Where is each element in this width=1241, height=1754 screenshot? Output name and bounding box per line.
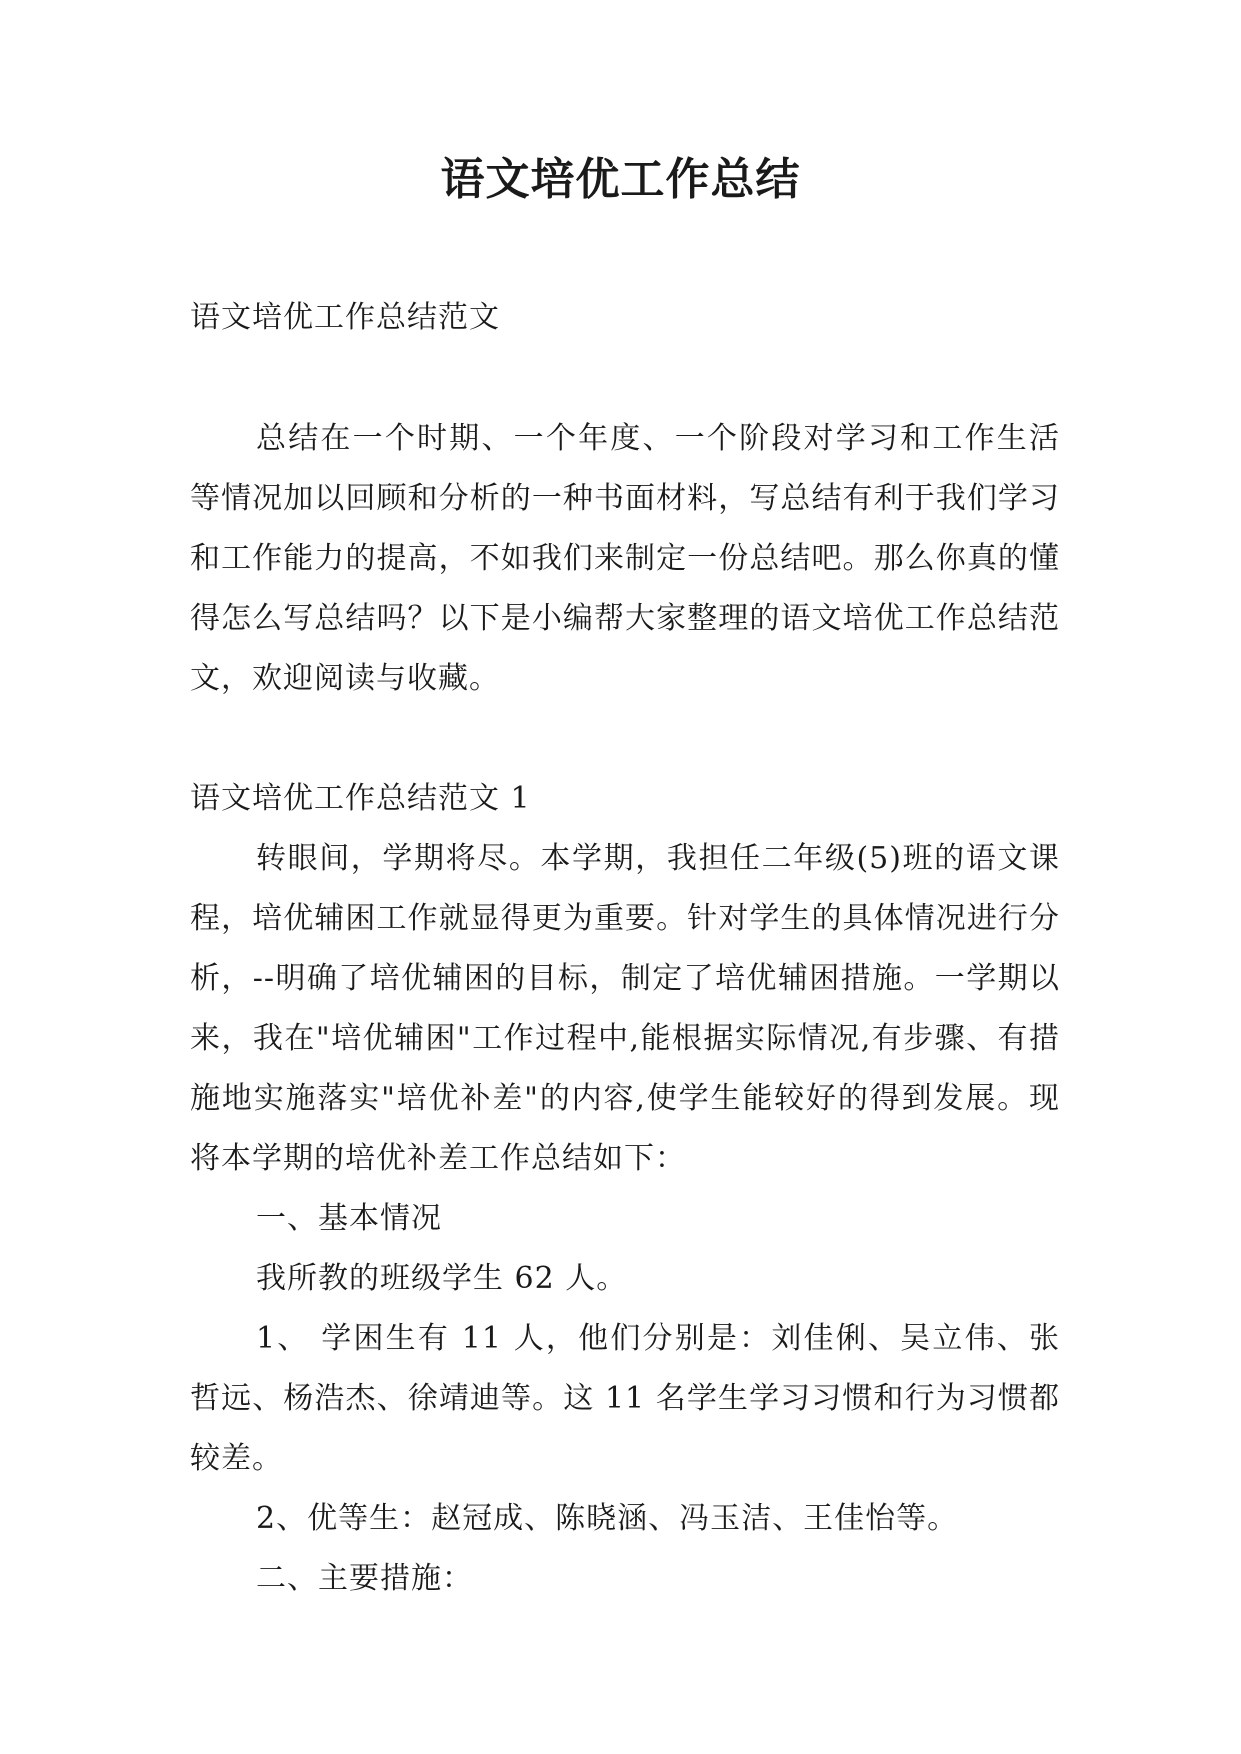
heading-basic-situation: 一、基本情况 <box>256 1201 442 1236</box>
heading-main-measures: 二、主要措施： <box>256 1561 473 1596</box>
document-body <box>190 288 1060 1609</box>
list-item-struggling-students: 1、 学困生有 11 人，他们分别是：刘佳俐、吴立伟、张哲远、杨浩杰、徐靖迪等。这 11 名学生学习习惯和行为习惯都较差。 <box>190 1321 1060 1476</box>
document-title: 语文培优工作总结 <box>440 154 801 205</box>
section-heading: 语文培优工作总结范文 1 <box>190 781 531 816</box>
list-item-top-students: 2、优等生：赵冠成、陈晓涵、冯玉洁、王佳怡等。 <box>256 1501 959 1536</box>
document-subtitle: 语文培优工作总结范文 <box>190 300 500 335</box>
intro-paragraph: 总结在一个时期、一个年度、一个阶段对学习和工作生活等情况加以回顾和分析的一种书面材料，写总结有利于我们学习和工作能力的提高，不如我们来制定一份总结吧。那么你真的懂得怎么写总结吗？以下是小编帮大家整理的语文培优工作总结范文，欢迎阅读与收藏。 <box>190 421 1060 696</box>
section-body-paragraph: 转眼间，学期将尽。本学期，我担任二年级(5)班的语文课程，培优辅困工作就显得更为重要。针对学生的具体情况进行分析，--明确了培优辅困的目标，制定了培优辅困措施。一学期以来，我在"培优辅困"工作过程中,能根据实际情况,有步骤、有措施地实施落实"培优补差"的内容,使学生能较好的得到发展。现将本学期的培优补差工作总结如下： <box>190 841 1060 1176</box>
class-size-paragraph: 我所教的班级学生 62 人。 <box>256 1261 628 1296</box>
